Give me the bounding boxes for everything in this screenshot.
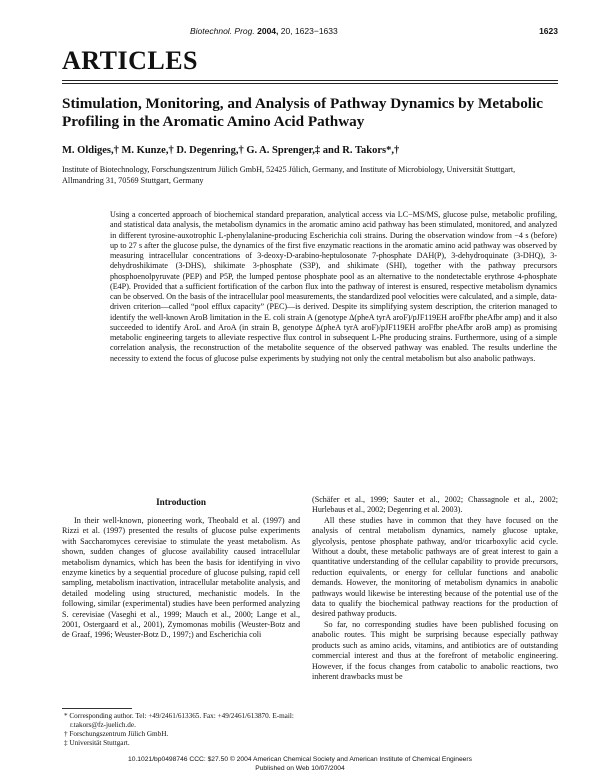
footnote-stuttgart: ‡ Universität Stuttgart.: [64, 739, 130, 747]
section-rule-thin: [62, 83, 558, 84]
journal-year: 2004,: [257, 26, 279, 36]
introduction-heading: Introduction: [156, 497, 206, 507]
publication-date: Published on Web 10/07/2004: [255, 764, 345, 772]
paragraph-central-metabolism: All these studies have in common that they have focused on the analysis of central metabolism dynamics, namely glucose uptake, glycolysis, pentose phosphate pathway, and/or tricarboxylic acid cycle. Without a doubt, these metabolic pathways are of great interest to gain a quantitative understanding of the cellular capability to provide precursors, reduction equivalents, or energy for cellular functions and anabolic demands. However, the monitoring of metabolism dynamics in anabolic pathways would likewise be interesting because of the potential use of the data to qualify the biochemical pathway reactions for the production of desired pathway products.: [312, 515, 558, 619]
paragraph-anabolic-routes: So far, no corresponding studies have been published focusing on anabolic routes. This might be surprising because especially pathway products such as amino acids, vitamins, and antibiotics are of outstanding commercial interest and thus at the forefront of metabolic engineering. However, if the focus changes from catabolic to anabolic reactions, two inherent drawbacks must be: [312, 619, 558, 681]
author-list: M. Oldiges,† M. Kunze,† D. Degenring,† G. A. Sprenger,‡ and R. Takors*,†: [62, 145, 400, 156]
page-number: 1623: [539, 26, 558, 36]
affiliation: Institute of Biotechnology, Forschungszentrum Jülich GmbH, 52425 Jülich, Germany, and Institute of Microbiology, Universität Stuttgart, Allmandring 31, 70569 Stuttgart, Germany: [62, 165, 516, 185]
citation-continuation: (Schäfer et al., 1999; Sauter et al., 2002; Chassagnole et al., 2002; Hurlebaus et al., 2002; Degenring et al. 2003).: [312, 495, 558, 515]
footnote-fzj: † Forschungszentrum Jülich GmbH.: [64, 730, 169, 738]
section-rule: [62, 80, 558, 81]
intro-paragraph: In their well-known, pioneering work, Theobald et al. (1997) and Rizzi et al. (1997) presented the results of glucose pulse experiments with Saccharomyces cerevisiae to stimulate the yeast metabolism. As shown, sudden changes of glucose availability caused intracellular metabolism dynamics, which has been the basis for identifying in vivo enzyme kinetics by a sequential procedure of glucose pulsing, rapid cell sampling, metabolism inactivation, intracellular metabolite analysis, and detailed modeling using structured, mechanistic models. In the following, similar (experimental) studies have been performed analyzing S. cerevisiae (Vaseghi et al., 1999; Mauch et al., 2000; Lange et al., 2001, Ostergaard et al., 2001), Zymomonas mobilis (Weuster-Botz and de Graaf, 1996; Weuster-Botz D., 1997;) and Escherichia coli: [62, 516, 300, 640]
abstract: Using a concerted approach of biochemical standard preparation, analytical access via LC−MS/MS, glucose pulse, metabolic profiling, and statistical data analysis, the metabolism dynamics in the aromatic amino acid pathway has been stimulated, monitored, and analyzed in different tyrosine-auxotrophic L-phenylalanine-producing Escherichia coli strains. During the observation window from −4 s (before) up to 27 s after the glucose pulse, the dynamics of the first five enzymatic reactions in the aromatic amino acid pathway was observed by measuring intracellular concentrations of 3-deoxy-D-arabino-heptulosonate 7-phosphate DAH(P), 3-dehydroquinate (3-DHQ), 3-dehydroshikimate (3-DHS), shikimate 3-phosphate (S3P), and shikimate (SHI), together with the pathway precursors phosphoenolpyruvate (PEP) and P5P, the lumped pentose phosphate pool as an alternative to the nondetectable erythrose 4-phosphate (E4P). Provided that a sufficient fortification of the carbon flux into the pathway of interest is ensured, respective metabolism dynamics can be observed. On the basis of the intracellular pool measurements, the standardized pool velocities were calculated, and a simple, data-driven criterion—called “pool efflux capacity” (PEC)—is derived. Despite its simplifying system description, the criterion managed to identify the well-known AroB limitation in the E. coli strain A (genotype Δ(pheA tyrA aroF)/pJF119EH aroFfbr pheAfbr amp) and it also succeeded to identify AroL and AroA (in strain B, genotype Δ(pheA tyrA aroF)/pJF119EH aroFfbr pheAfbr aroB amp) as promising metabolic engineering targets to alleviate respective flux control in subsequent L-Phe producing strains. Furthermore, using of a simple correlation analysis, the reconstruction of the metabolite sequence of the observed pathway was enabled. The results underline the necessity to extend the focus of glucose pulse experiments by studying not only the central metabolism but also anabolic pathways.: [110, 210, 557, 363]
running-header: [190, 26, 338, 36]
column-left: [62, 516, 300, 641]
footnote-rule: [62, 708, 132, 709]
page-footer: [0, 756, 600, 773]
section-label: ARTICLES: [62, 46, 199, 75]
volume-pages: 20, 1623−1633: [280, 26, 338, 36]
journal-name: Biotechnol. Prog.: [190, 26, 255, 36]
footnotes: [62, 712, 300, 748]
column-right: [312, 495, 558, 682]
doi-copyright: 10.1021/bp0498746 CCC: $27.50 © 2004 American Chemical Society and American Institute of Chemical Engineers: [128, 756, 472, 763]
article-title: Stimulation, Monitoring, and Analysis of Pathway Dynamics by Metabolic Profiling in the Aromatic Amino Acid Pathway: [62, 95, 543, 130]
footnote-corresponding: * Corresponding author. Tel: +49/2461/613365. Fax: +49/2461/613870. E-mail: r.takors@fz-juelich.de.: [64, 712, 294, 729]
